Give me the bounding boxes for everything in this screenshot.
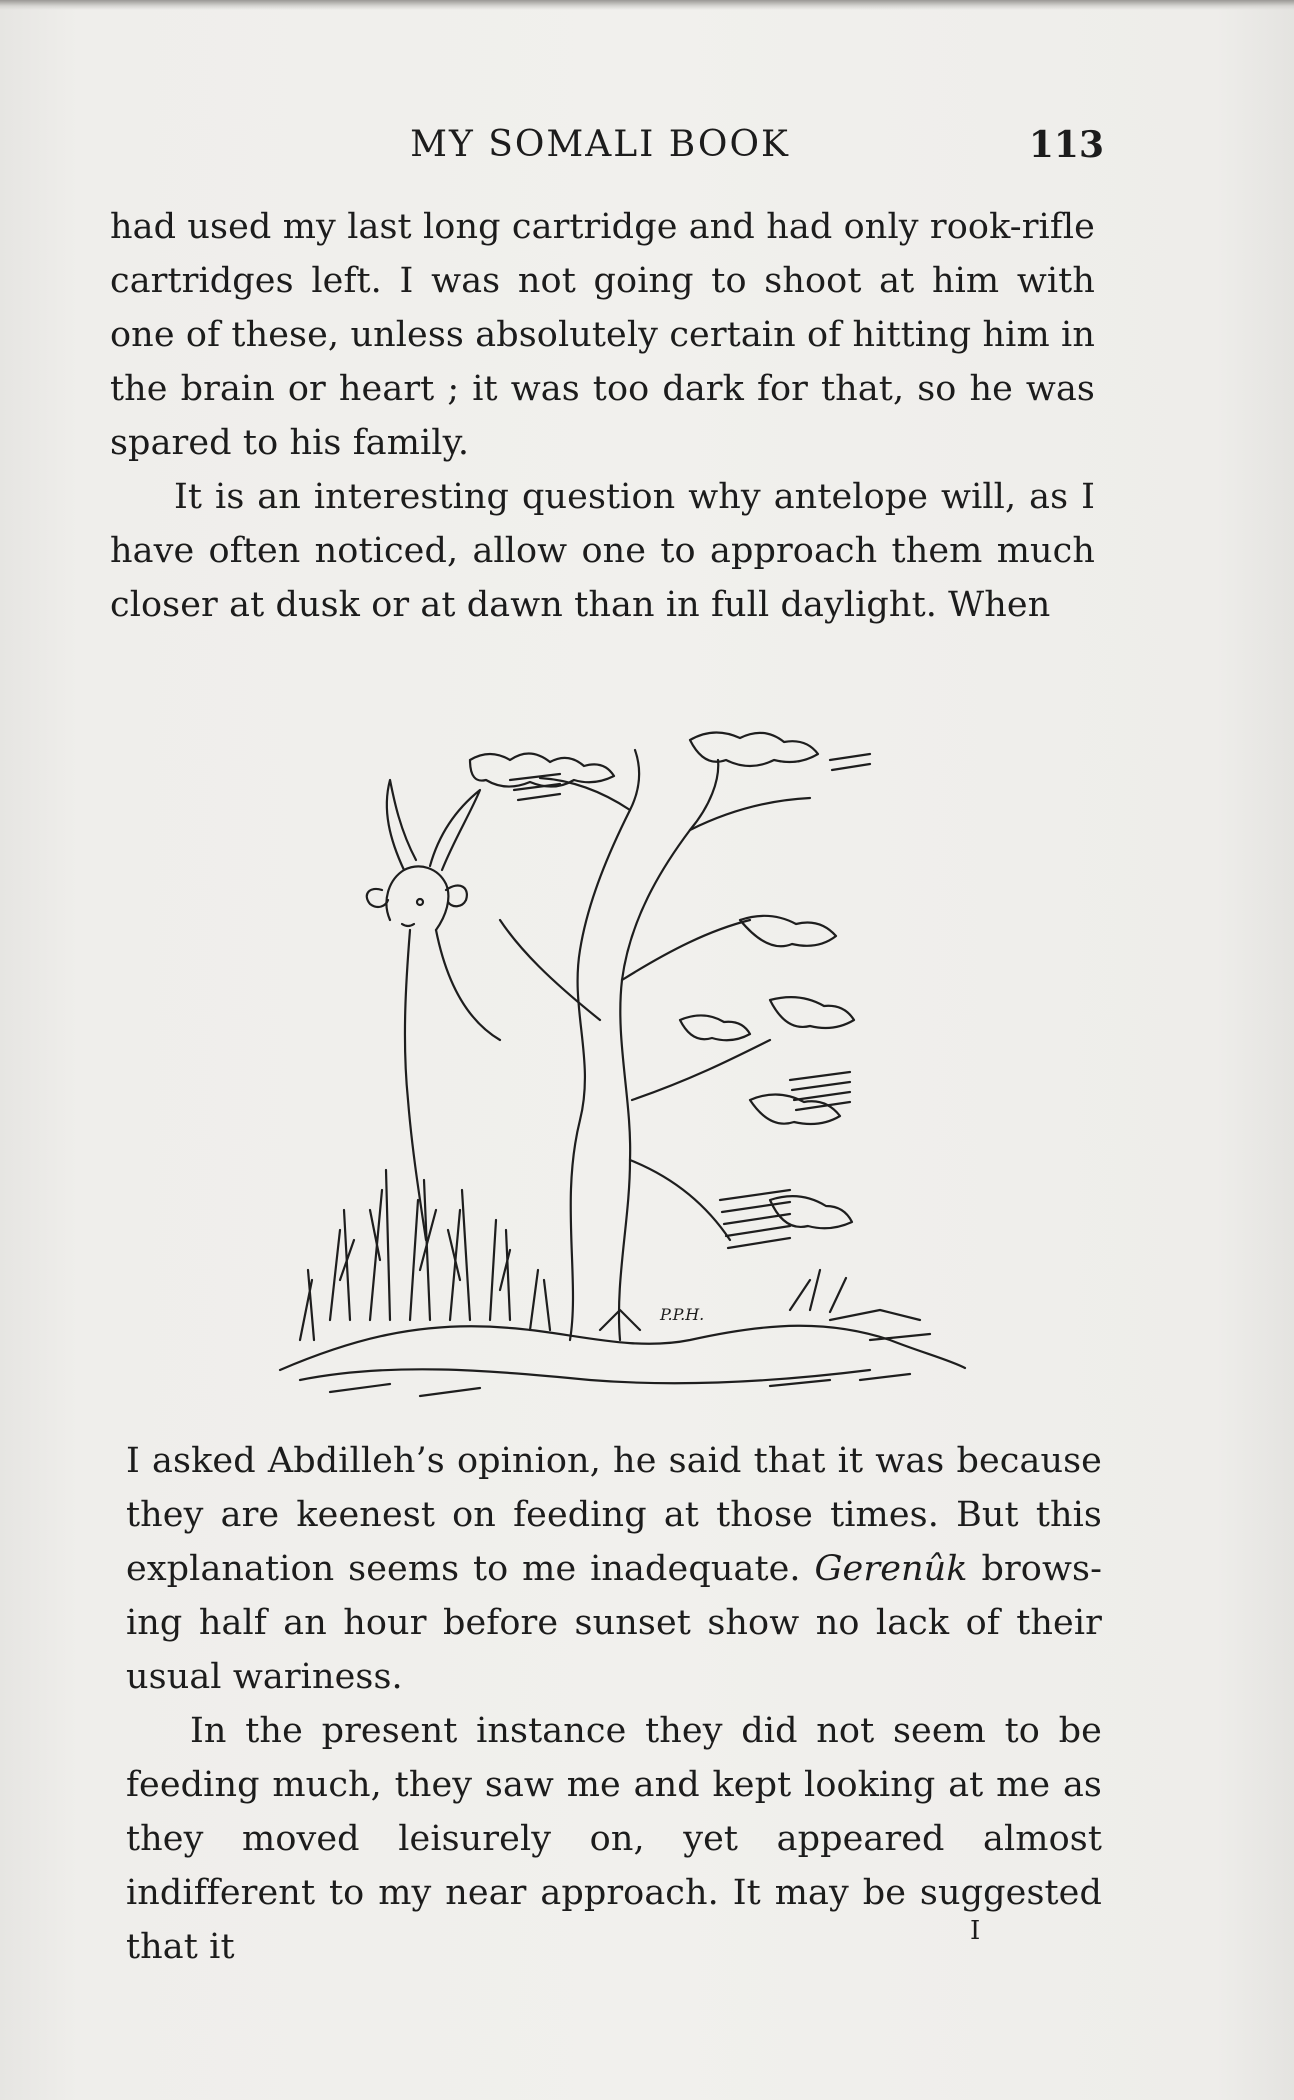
paragraph-3: [126, 1434, 1102, 1704]
page-top-edge: [0, 0, 1294, 10]
page-number: 113: [1028, 124, 1104, 166]
paragraph-2: It is an interesting question why antelope will, as I have often noticed, allow one to approach them much closer at dusk or at dawn than in full daylight. When: [110, 477, 1095, 625]
text-block-bottom: [126, 1434, 1102, 1974]
page-header: [100, 124, 1104, 174]
illustration-antelope-tree: [270, 680, 970, 1400]
paragraph-4: In the present instance they did not seem to be feeding much, they saw me and kept looking at me as they moved leisurely on, yet appeared almost indifferent to my near approach. It may be suggested that it: [126, 1711, 1102, 1967]
text-block-top: [110, 200, 1095, 632]
signature-mark: I: [970, 1916, 981, 1946]
artist-initials: P.P.H.: [660, 1305, 705, 1324]
paragraph-1: had used my last long cartridge and had only rook-rifle cartridges left. I was not going to shoot at him with one of these, unless absolutely certain of hitting him in the brain or heart ; it was too dark for that, so he was spared to his family.: [110, 207, 1095, 463]
gerenuk-italic: Gerenûk: [814, 1549, 968, 1589]
paragraph-3-start: I asked Abdilleh’s opinion, he said that it was because they are keenest on feeding at those times. But this explanation seems to me inadequate.: [126, 1441, 1102, 1589]
paragraph-3-end: brows-ing half an hour before sunset show no lack of their usual wariness.: [126, 1549, 1103, 1697]
illustration-drawing: [270, 680, 970, 1400]
running-title: MY SOMALI BOOK: [410, 124, 790, 165]
